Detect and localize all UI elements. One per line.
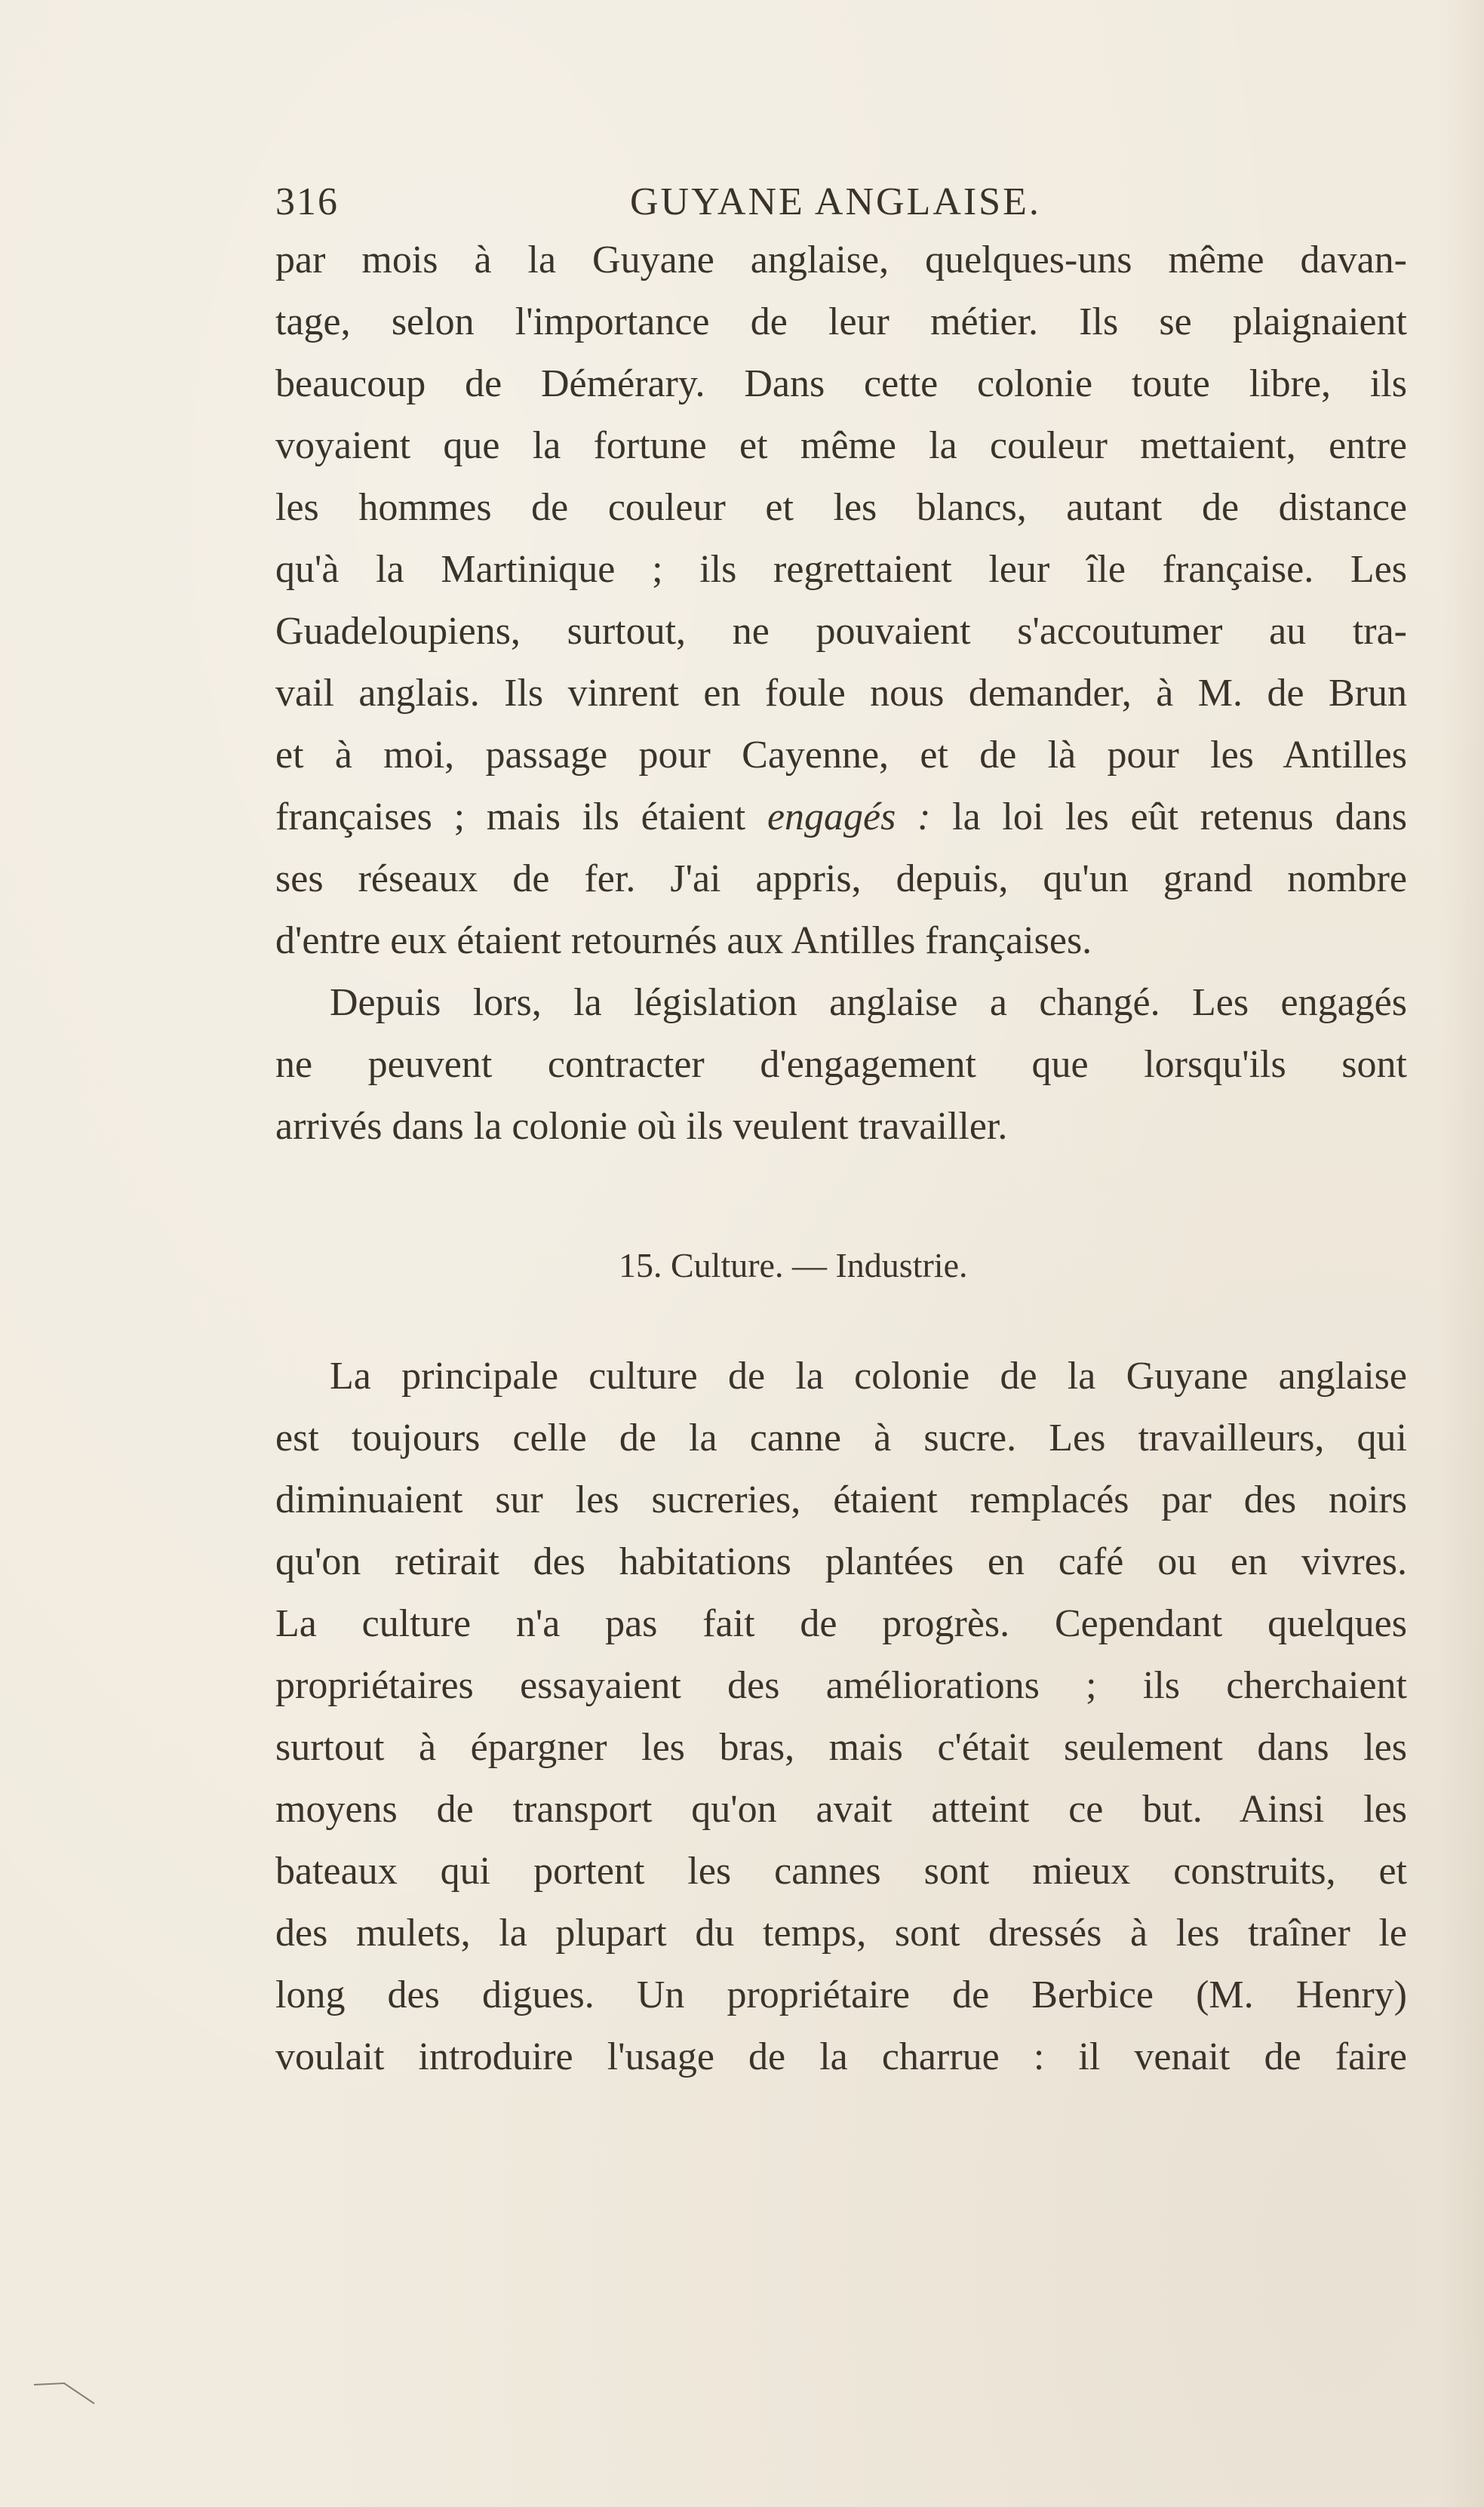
text-line: ne peuvent contracter d'engagement que lorsqu'ils sont: [275, 1043, 1407, 1086]
corner-crease-mark: [30, 2362, 98, 2407]
text-line: des mulets, la plupart du temps, sont dressés à les traîner le: [275, 1912, 1407, 1955]
italic-word: engagés :: [767, 795, 931, 838]
running-head: GUYANE ANGLAISE.: [630, 180, 1041, 223]
text-run: françaises ; mais ils étaient: [275, 795, 767, 838]
text-line: tage, selon l'importance de leur métier. Ils se plaignaient: [275, 300, 1407, 343]
text-line: ses réseaux de fer. J'ai appris, depuis, qu'un grand nombre: [275, 857, 1407, 900]
text-line: arrivés dans la colonie où ils veulent travailler.: [275, 1105, 1008, 1148]
text-line: La culture n'a pas fait de progrès. Cependant quelques: [275, 1602, 1407, 1645]
text-line: par mois à la Guyane anglaise, quelques-uns même davan-: [275, 238, 1407, 281]
text-block-bottom: [275, 1346, 1407, 2088]
text-line: long des digues. Un propriétaire de Berbice (M. Henry): [275, 1973, 1407, 2016]
page-header: [275, 180, 1052, 232]
text-line: et à moi, passage pour Cayenne, et de là pour les Antilles: [275, 734, 1407, 777]
text-line: beaucoup de Démérary. Dans cette colonie toute libre, ils: [275, 362, 1407, 405]
text-line: moyens de transport qu'on avait atteint ce but. Ainsi les: [275, 1788, 1407, 1831]
text-line: Guadeloupiens, surtout, ne pouvaient s'accoutumer au tra-: [275, 610, 1407, 653]
text-block-top: [275, 229, 1407, 1158]
text-line: est toujours celle de la canne à sucre. Les travailleurs, qui: [275, 1417, 1407, 1460]
paragraph-start-line: La principale culture de la colonie de la Guyane anglaise: [330, 1355, 1407, 1398]
text-line: d'entre eux étaient retournés aux Antilles françaises.: [275, 919, 1092, 962]
text-line: voulait introduire l'usage de la charrue : il venait de faire: [275, 2035, 1407, 2078]
text-line: voyaient que la fortune et même la couleur mettaient, entre: [275, 424, 1407, 467]
paragraph-start-line: Depuis lors, la législation anglaise a changé. Les engagés: [330, 981, 1407, 1024]
text-line: propriétaires essayaient des améliorations ; ils cherchaient: [275, 1664, 1407, 1707]
text-line: qu'à la Martinique ; ils regrettaient leur île française. Les: [275, 548, 1407, 591]
text-line: vail anglais. Ils vinrent en foule nous demander, à M. de Brun: [275, 672, 1407, 715]
text-line-with-italic: [275, 786, 1407, 848]
text-line: diminuaient sur les sucreries, étaient remplacés par des noirs: [275, 1478, 1407, 1521]
text-line: les hommes de couleur et les blancs, autant de distance: [275, 486, 1407, 529]
text-line: bateaux qui portent les cannes sont mieux construits, et: [275, 1850, 1407, 1893]
section-heading: 15. Culture. — Industrie.: [619, 1246, 968, 1284]
text-line: qu'on retirait des habitations plantées en café ou en vivres.: [275, 1540, 1407, 1583]
page-edge-shadow: [1439, 0, 1484, 2507]
page-number: 316: [275, 180, 339, 223]
text-line: surtout à épargner les bras, mais c'était seulement dans les: [275, 1726, 1407, 1769]
text-run: la loi les eût retenus dans: [930, 795, 1407, 838]
